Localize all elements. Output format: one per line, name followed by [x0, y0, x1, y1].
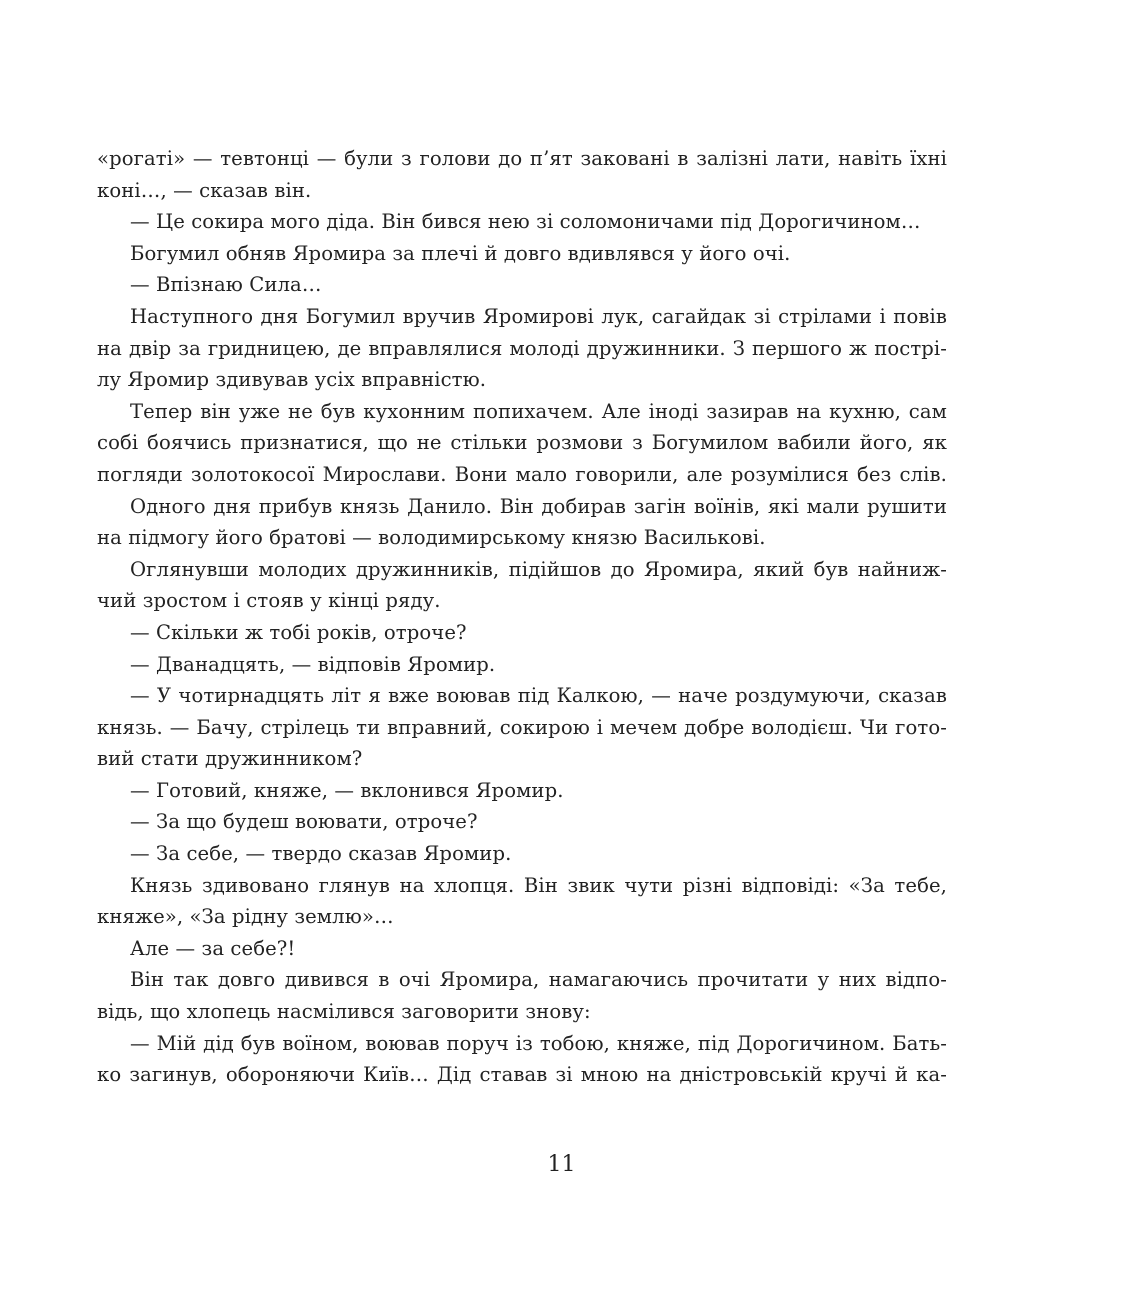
- text-line: вий стати дружинником?: [97, 747, 363, 771]
- text-line: «рогаті» — тевтонці — були з голови до п’ят заковані в залізні лати, навіть їхні: [97, 147, 947, 170]
- text-line: лу Яромир здивував усіх вправністю.: [97, 368, 487, 392]
- text-line: — Дванадцять, — відповів Яромир.: [130, 652, 496, 676]
- text-line: коні…, — сказав він.: [97, 178, 312, 202]
- text-line: Князь здивовано глянув на хлопця. Він звик чути різні відповіді: «За тебе,: [130, 873, 947, 897]
- text-line: відь, що хлопець насмілився заговорити знову:: [97, 1000, 591, 1024]
- text-line: — Мій дід був воїном, воював поруч із тобою, княже, під Дорогичином. Бать-: [130, 1031, 947, 1055]
- text-line: Тепер він уже не був кухонним попихачем. Але іноді зазирав на кухню, сам: [130, 399, 947, 423]
- text-line: — Готовий, княже, — вклонився Яромир.: [130, 778, 564, 802]
- text-line: чий зростом і стояв у кінці ряду.: [97, 589, 441, 613]
- text-line: — У чотирнадцять літ я вже воював під Калкою, — наче роздумуючи, сказав: [130, 684, 947, 708]
- text-line: на двір за гридницею, де вправлялися молоді дружинники. З першого ж пострі-: [97, 336, 947, 360]
- text-line: Він так довго дивився в очі Яромира, намагаючись прочитати у них відпо-: [130, 968, 947, 992]
- text-line: Одного дня прибув князь Данило. Він добирав загін воїнів, які мали рушити: [130, 494, 947, 518]
- body-text: [97, 143, 947, 1091]
- text-line: погляди золотокосої Мирослави. Вони мало говорили, але розумілися без слів.: [97, 462, 947, 486]
- text-line: Наступного дня Богумил вручив Яромирові лук, сагайдак зі стрілами і повів: [130, 304, 947, 328]
- text-line: — Це сокира мого діда. Він бився нею зі соломоничами під Дорогичином…: [130, 210, 921, 234]
- text-line: княже», «За рідну землю»…: [97, 905, 394, 929]
- text-line: на підмогу його братові — володимирському князю Василькові.: [97, 526, 766, 550]
- text-line: — За себе, — твердо сказав Яромир.: [130, 842, 512, 866]
- text-line: — За що будеш воювати, отроче?: [130, 810, 478, 834]
- text-line: ко загинув, обороняючи Київ… Дід ставав зі мною на дністровській кручі й ка-: [97, 1063, 947, 1087]
- text-line: собі боячись признатися, що не стільки розмови з Богумилом вабили його, як: [97, 431, 947, 455]
- text-line: Оглянувши молодих дружинників, підійшов до Яромира, який був найниж-: [130, 557, 947, 581]
- text-line: — Скільки ж тобі років, отроче?: [130, 620, 467, 644]
- text-line: — Впізнаю Сила…: [130, 273, 322, 297]
- text-line: князь. — Бачу, стрілець ти вправний, сокирою і мечем добре володієш. Чи гото-: [97, 715, 947, 739]
- text-line: Але — за себе?!: [130, 936, 296, 960]
- page-number: 11: [547, 1152, 576, 1177]
- text-line: Богумил обняв Яромира за плечі й довго вдивлявся у його очі.: [130, 241, 791, 265]
